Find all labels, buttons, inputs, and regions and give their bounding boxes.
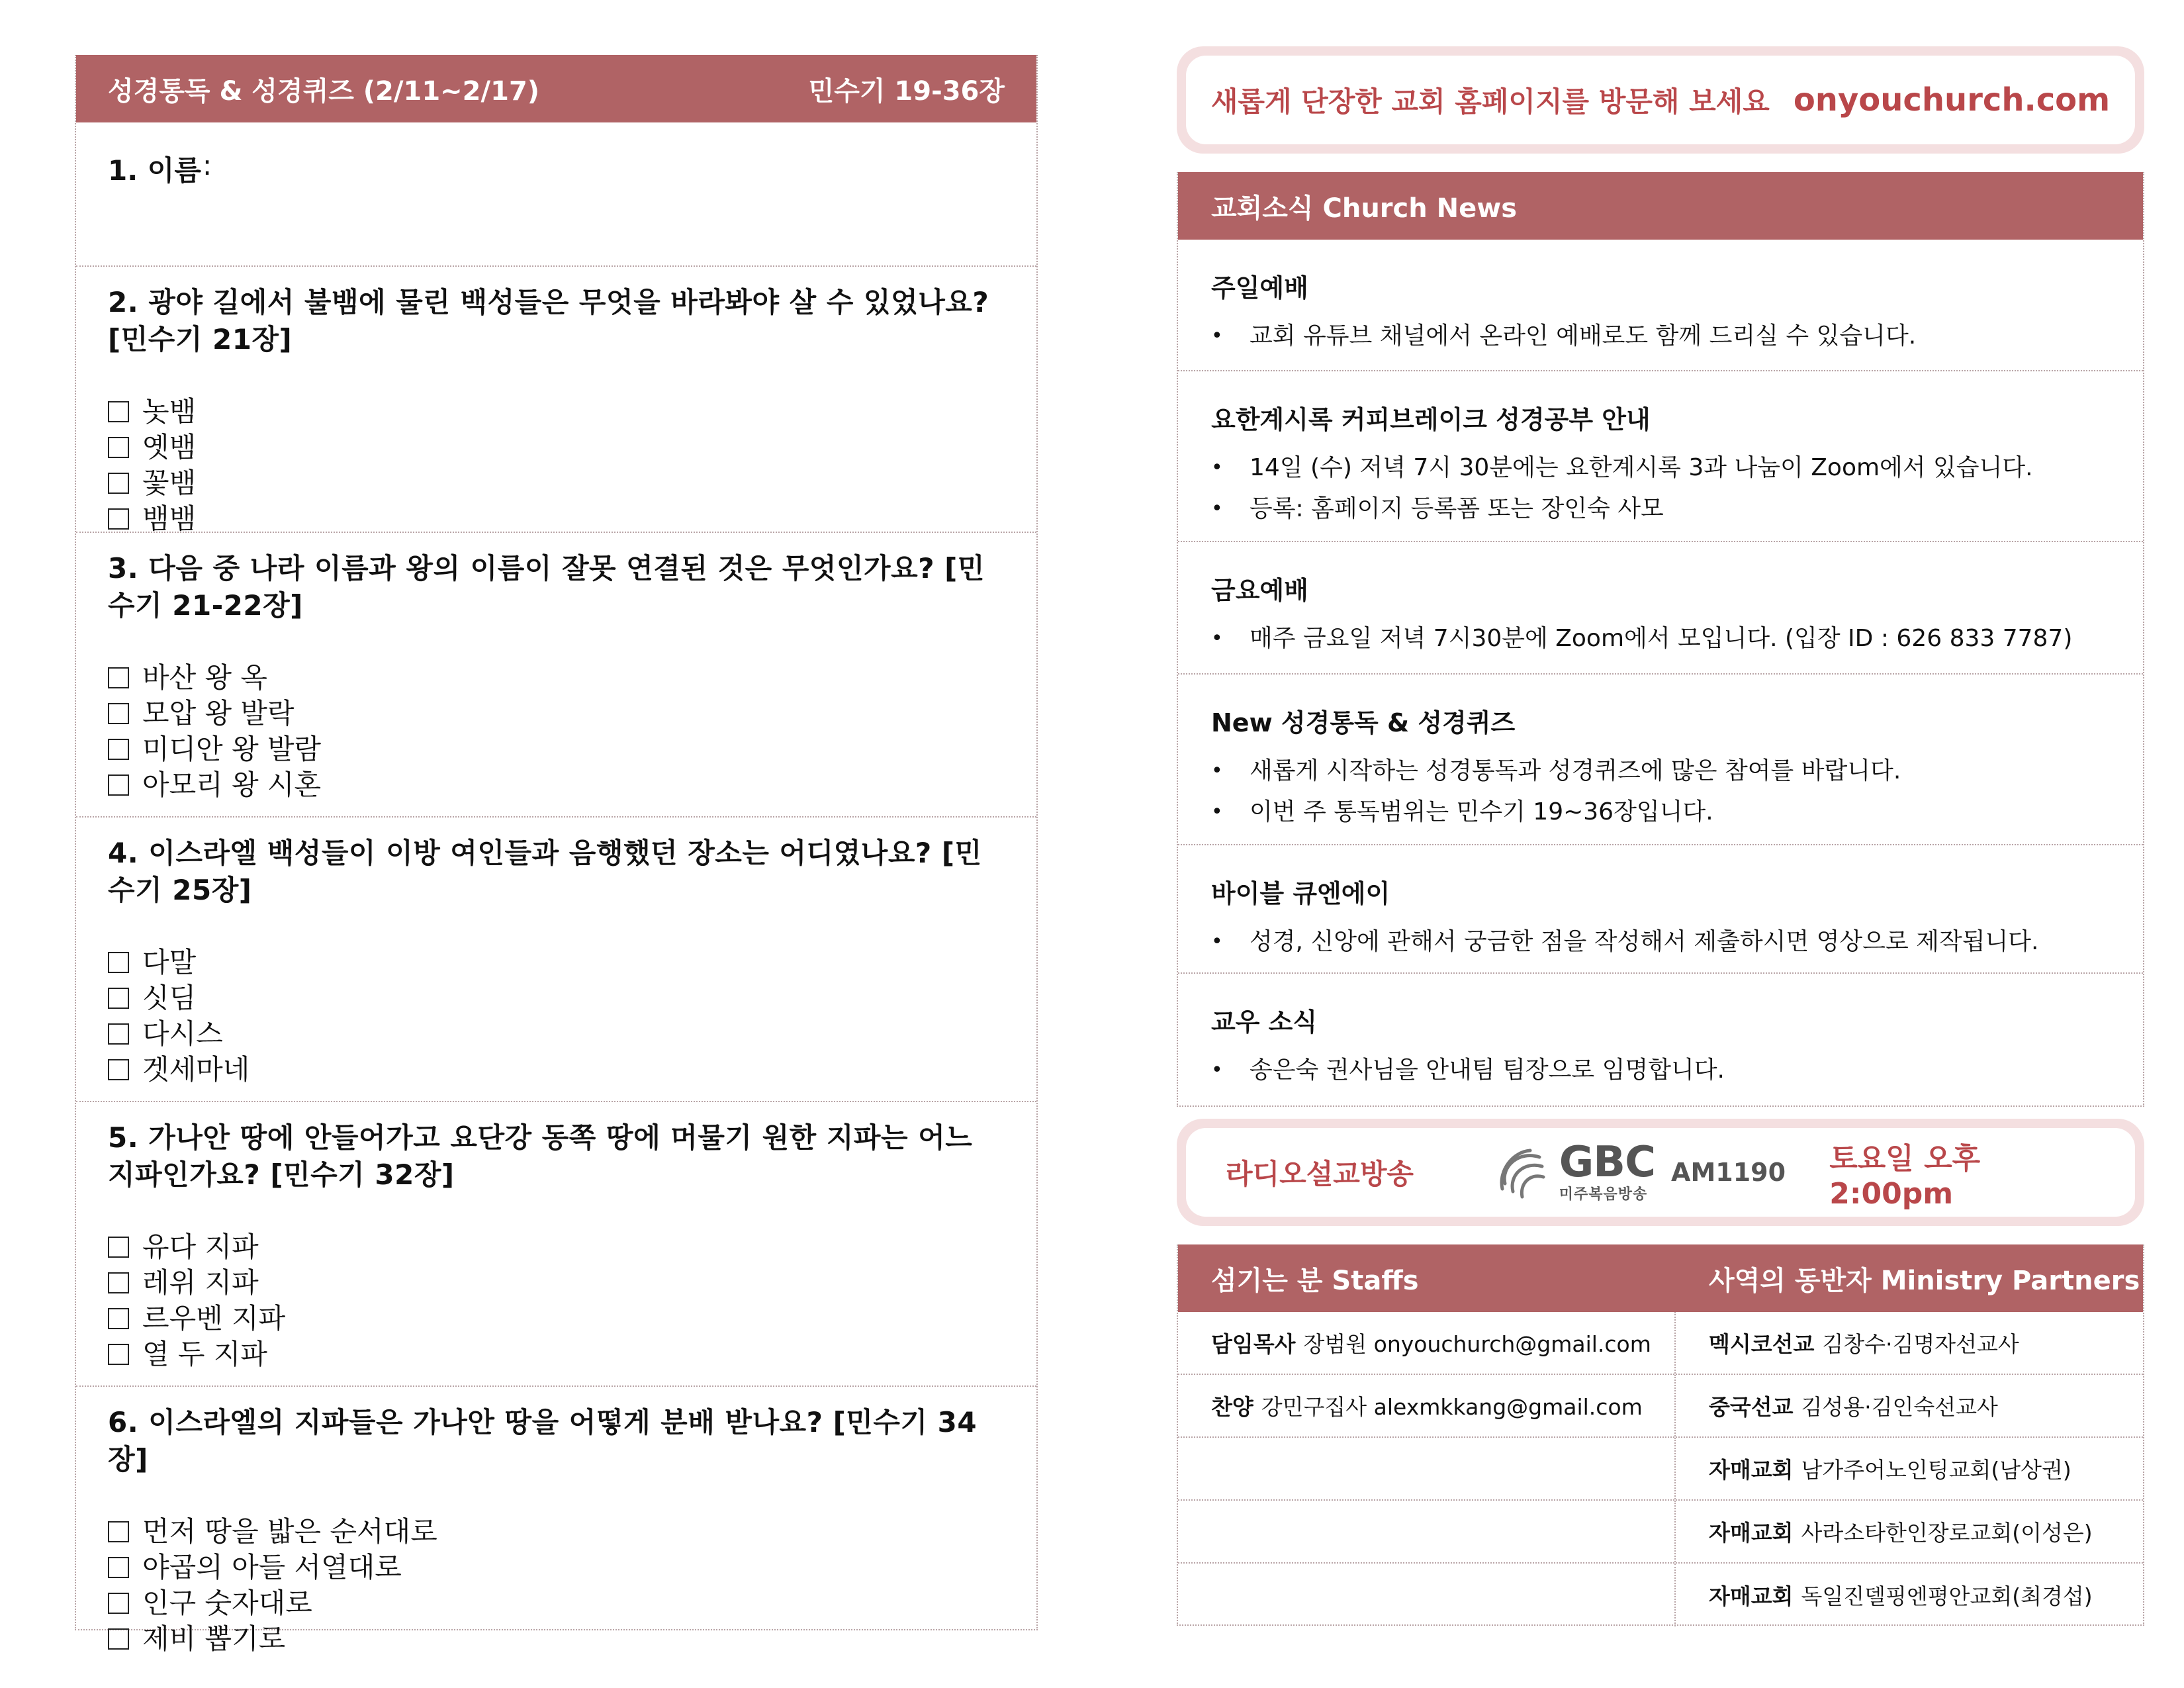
- news-section-title: 금요예배: [1211, 576, 1308, 605]
- news-item-text: 교회 유튜브 채널에서 온라인 예배로도 함께 드리실 수 있습니다.: [1250, 322, 1917, 350]
- partner-cell: [1676, 1564, 2093, 1626]
- option-label: 싯딤: [142, 982, 197, 1014]
- staff-info: 장범원 onyouchurch@gmail.com: [1303, 1331, 1651, 1357]
- checkbox-icon[interactable]: [108, 667, 129, 688]
- question-text: 3. 다음 중 나라 이름과 왕의 이름이 잘못 연결된 것은 무엇인가요? [민수기 21-22장]: [108, 552, 985, 622]
- homepage-banner-inner: [1186, 56, 2135, 144]
- answer-option[interactable]: [108, 1265, 1005, 1301]
- quiz-question: [76, 818, 1036, 1102]
- news-section: [1178, 675, 2143, 845]
- quiz-title: 성경통독 & 성경퀴즈 (2/11~2/17): [108, 75, 540, 107]
- gbc-wordmark: [1559, 1137, 1656, 1203]
- staff-cell: [1178, 1564, 1676, 1626]
- checkbox-icon[interactable]: [108, 401, 129, 422]
- answer-option[interactable]: [108, 1585, 1005, 1621]
- quiz-question: [76, 533, 1036, 818]
- partner-role: 자매교회: [1709, 1583, 1794, 1609]
- option-label: 레위 지파: [142, 1266, 259, 1299]
- church-news-title: 교회소식 Church News: [1178, 172, 2143, 240]
- partner-cell: [1676, 1312, 2019, 1374]
- staff-table-header: [1178, 1244, 2143, 1312]
- news-item: [1211, 921, 2110, 962]
- checkbox-icon[interactable]: [108, 1308, 129, 1329]
- partner-role: 자매교회: [1709, 1520, 1794, 1546]
- checkbox-icon[interactable]: [108, 774, 129, 796]
- quiz-question: [76, 1387, 1036, 1671]
- answer-options: [108, 945, 1005, 1088]
- news-item: [1211, 751, 2110, 792]
- partners-header: 사역의 동반자 Ministry Partners: [1709, 1265, 2140, 1296]
- radio-broadcast-banner: [1177, 1119, 2144, 1226]
- news-item-text: 송은숙 권사님을 안내팀 팀장으로 임명합니다.: [1250, 1056, 1725, 1084]
- partner-role: 자매교회: [1709, 1457, 1794, 1483]
- bullet-icon: •: [1211, 627, 1223, 650]
- answer-option[interactable]: [108, 1550, 1005, 1585]
- option-label: 모압 왕 발락: [142, 697, 295, 729]
- quiz-range: 민수기 19-36장: [808, 75, 1005, 107]
- checkbox-icon[interactable]: [108, 1593, 129, 1614]
- checkbox-icon[interactable]: [108, 473, 129, 494]
- answer-option[interactable]: [108, 945, 1005, 980]
- quiz-name-row: [76, 122, 1036, 267]
- news-item-text: 새롭게 시작하는 성경통독과 성경퀴즈에 많은 참여를 바랍니다.: [1250, 757, 1901, 784]
- question-text: 2. 광야 길에서 불뱀에 물린 백성들은 무엇을 바라봐야 살 수 있었나요? [민수기 21장]: [108, 286, 989, 355]
- option-label: 꽃뱀: [142, 467, 197, 499]
- news-item: [1211, 618, 2110, 659]
- checkbox-icon[interactable]: [108, 1237, 129, 1258]
- answer-option[interactable]: [108, 731, 1005, 767]
- option-label: 옛뱀: [142, 431, 197, 463]
- checkbox-icon[interactable]: [108, 1059, 129, 1080]
- option-label: 야곱의 아들 서열대로: [142, 1551, 402, 1583]
- partner-info: 김창수·김명자선교사: [1822, 1331, 2019, 1357]
- news-section-title: 바이블 큐엔에이: [1211, 879, 1390, 908]
- answer-option[interactable]: [108, 696, 1005, 731]
- bullet-icon: •: [1211, 759, 1223, 782]
- table-row: [1178, 1438, 2143, 1501]
- news-section-title: 주일예배: [1211, 273, 1308, 303]
- station-name: GBC: [1559, 1137, 1656, 1187]
- option-label: 아모리 왕 시혼: [142, 769, 322, 801]
- news-item-text: 성경, 신앙에 관해서 궁금한 점을 작성해서 제출하시면 영상으로 제작됩니다.: [1250, 928, 2039, 955]
- table-row: [1178, 1501, 2143, 1564]
- option-label: 인구 숫자대로: [142, 1587, 312, 1619]
- bullet-icon: •: [1211, 1058, 1223, 1082]
- checkbox-icon[interactable]: [108, 1557, 129, 1578]
- option-label: 르우벤 지파: [142, 1302, 286, 1335]
- staff-role: 찬양: [1211, 1394, 1253, 1420]
- answer-option[interactable]: [108, 980, 1005, 1016]
- staff-role: 담임목사: [1211, 1331, 1296, 1357]
- answer-option[interactable]: [108, 1229, 1005, 1265]
- option-label: 놋뱀: [142, 395, 197, 428]
- option-label: 미디안 왕 발람: [142, 733, 322, 765]
- news-item: [1211, 316, 2110, 357]
- question-text: 6. 이스라엘의 지파들은 가나안 땅을 어떻게 분배 받나요? [민수기 34장]: [108, 1406, 978, 1476]
- checkbox-icon[interactable]: [108, 1272, 129, 1293]
- staff-table: [1177, 1244, 2144, 1626]
- news-item: [1211, 447, 2110, 489]
- checkbox-icon[interactable]: [108, 703, 129, 724]
- news-item-text: 14일 (수) 저녁 7시 30분에는 요한계시록 3과 나눔이 Zoom에서 있습니다.: [1250, 454, 2033, 481]
- checkbox-icon[interactable]: [108, 1628, 129, 1650]
- answer-option[interactable]: [108, 1301, 1005, 1336]
- checkbox-icon[interactable]: [108, 437, 129, 458]
- partner-info: 사라소타한인장로교회(이성은): [1801, 1520, 2093, 1546]
- news-item-text: 등록: 홈페이지 등록폼 또는 장인숙 사모: [1250, 495, 1664, 522]
- quiz-question: [76, 267, 1036, 533]
- news-section: [1178, 240, 2143, 371]
- checkbox-icon[interactable]: [108, 1521, 129, 1542]
- name-field[interactable]: :: [202, 149, 212, 181]
- staff-cell: [1178, 1501, 1676, 1562]
- question-text: 5. 가나안 땅에 안들어가고 요단강 동쪽 땅에 머물기 원한 지파는 어느 지파인가요? [민수기 32장]: [108, 1121, 973, 1191]
- news-section: [1178, 542, 2143, 675]
- answer-option[interactable]: [108, 465, 1005, 501]
- partner-role: 멕시코선교: [1709, 1331, 1815, 1357]
- checkbox-icon[interactable]: [108, 988, 129, 1009]
- answer-option[interactable]: [108, 767, 1005, 803]
- answer-option[interactable]: [108, 1336, 1005, 1372]
- station-frequency: AM1190: [1671, 1158, 1786, 1187]
- news-item-text: 이번 주 통독범위는 민수기 19~36장입니다.: [1250, 798, 1713, 825]
- checkbox-icon[interactable]: [108, 508, 129, 530]
- answer-options: [108, 660, 1005, 803]
- table-row: [1178, 1375, 2143, 1438]
- answer-option[interactable]: [108, 1514, 1005, 1550]
- radio-label: 라디오설교방송: [1226, 1158, 1414, 1190]
- option-label: 유다 지파: [142, 1231, 259, 1263]
- bullet-icon: •: [1211, 456, 1223, 479]
- news-item: [1211, 489, 2110, 530]
- answer-option[interactable]: [108, 501, 1005, 537]
- partner-info: 남가주어노인팅교회(남상권): [1801, 1457, 2071, 1483]
- bible-quiz-panel: [75, 55, 1038, 1655]
- option-label: 다말: [142, 946, 197, 978]
- staff-cell: [1178, 1375, 1676, 1436]
- table-row: [1178, 1312, 2143, 1375]
- news-item: [1211, 1050, 2110, 1091]
- option-label: 뱀뱀: [142, 502, 197, 535]
- gbc-logo: [1493, 1137, 1790, 1203]
- answer-option[interactable]: [108, 660, 1005, 696]
- answer-option[interactable]: [108, 1052, 1005, 1088]
- partner-info: 김성용·김인숙선교사: [1801, 1394, 1998, 1420]
- option-label: 열 두 지파: [142, 1338, 267, 1370]
- news-item: [1211, 792, 2110, 833]
- answer-options: [108, 1514, 1005, 1657]
- answer-option[interactable]: [108, 1016, 1005, 1052]
- radio-banner-inner: [1186, 1128, 2135, 1217]
- answer-options: [108, 1229, 1005, 1372]
- staff-header: 섬기는 분 Staffs: [1211, 1265, 1419, 1296]
- news-section-title: 교우 소식: [1211, 1008, 1318, 1037]
- homepage-banner: [1177, 46, 2144, 154]
- news-section-title: New 성경통독 & 성경퀴즈: [1211, 708, 1516, 737]
- bullet-icon: •: [1211, 324, 1223, 348]
- checkbox-icon[interactable]: [108, 1023, 129, 1045]
- answer-option[interactable]: [108, 1621, 1005, 1657]
- staff-cell: [1178, 1438, 1676, 1499]
- homepage-link[interactable]: onyouchurch.com: [1793, 81, 2111, 118]
- news-section: [1178, 845, 2143, 974]
- partner-role: 중국선교: [1709, 1394, 1794, 1420]
- news-item-text: 매주 금요일 저녁 7시30분에 Zoom에서 모입니다. (입장 ID : 626 833 7787): [1250, 625, 2073, 652]
- option-label: 바산 왕 옥: [142, 661, 267, 694]
- bullet-icon: •: [1211, 800, 1223, 823]
- bullet-icon: •: [1211, 497, 1223, 520]
- question-text: 4. 이스라엘 백성들이 이방 여인들과 음행했던 장소는 어디였나요? [민수기 25장]: [108, 837, 982, 906]
- church-news-panel: [1177, 172, 2144, 1107]
- partner-cell: [1676, 1501, 2093, 1562]
- quiz-question: [76, 1102, 1036, 1387]
- option-label: 먼저 땅을 밟은 순서대로: [142, 1515, 437, 1548]
- option-label: 다시스: [142, 1017, 223, 1050]
- checkbox-icon[interactable]: [108, 739, 129, 760]
- news-section: [1178, 371, 2143, 542]
- checkbox-icon[interactable]: [108, 1344, 129, 1365]
- option-label: 겟세마네: [142, 1053, 250, 1086]
- bullet-icon: •: [1211, 930, 1223, 953]
- partner-cell: [1676, 1375, 1998, 1436]
- partner-info: 독일진델핑엔평안교회(최경섭): [1801, 1583, 2093, 1609]
- partner-cell: [1676, 1438, 2071, 1499]
- answer-options: [108, 394, 1005, 537]
- news-section-title: 요한계시록 커피브레이크 성경공부 안내: [1211, 405, 1651, 434]
- staff-info: 강민구집사 alexmkkang@gmail.com: [1261, 1394, 1643, 1420]
- quiz-header: [76, 55, 1036, 122]
- station-subtitle: 미주복음방송: [1559, 1186, 1648, 1203]
- name-label: 1. 이름: [108, 154, 201, 187]
- option-label: 제비 뽑기로: [142, 1622, 286, 1655]
- news-section: [1178, 974, 2143, 1105]
- table-row: [1178, 1564, 2143, 1626]
- answer-option[interactable]: [108, 430, 1005, 465]
- broadcast-time: 토요일 오후 2:00pm: [1829, 1141, 1981, 1211]
- globe-icon: [1493, 1143, 1553, 1202]
- checkbox-icon[interactable]: [108, 952, 129, 973]
- answer-option[interactable]: [108, 394, 1005, 430]
- staff-cell: [1178, 1312, 1676, 1374]
- banner-text: 새롭게 단장한 교회 홈페이지를 방문해 보세요: [1210, 85, 1770, 118]
